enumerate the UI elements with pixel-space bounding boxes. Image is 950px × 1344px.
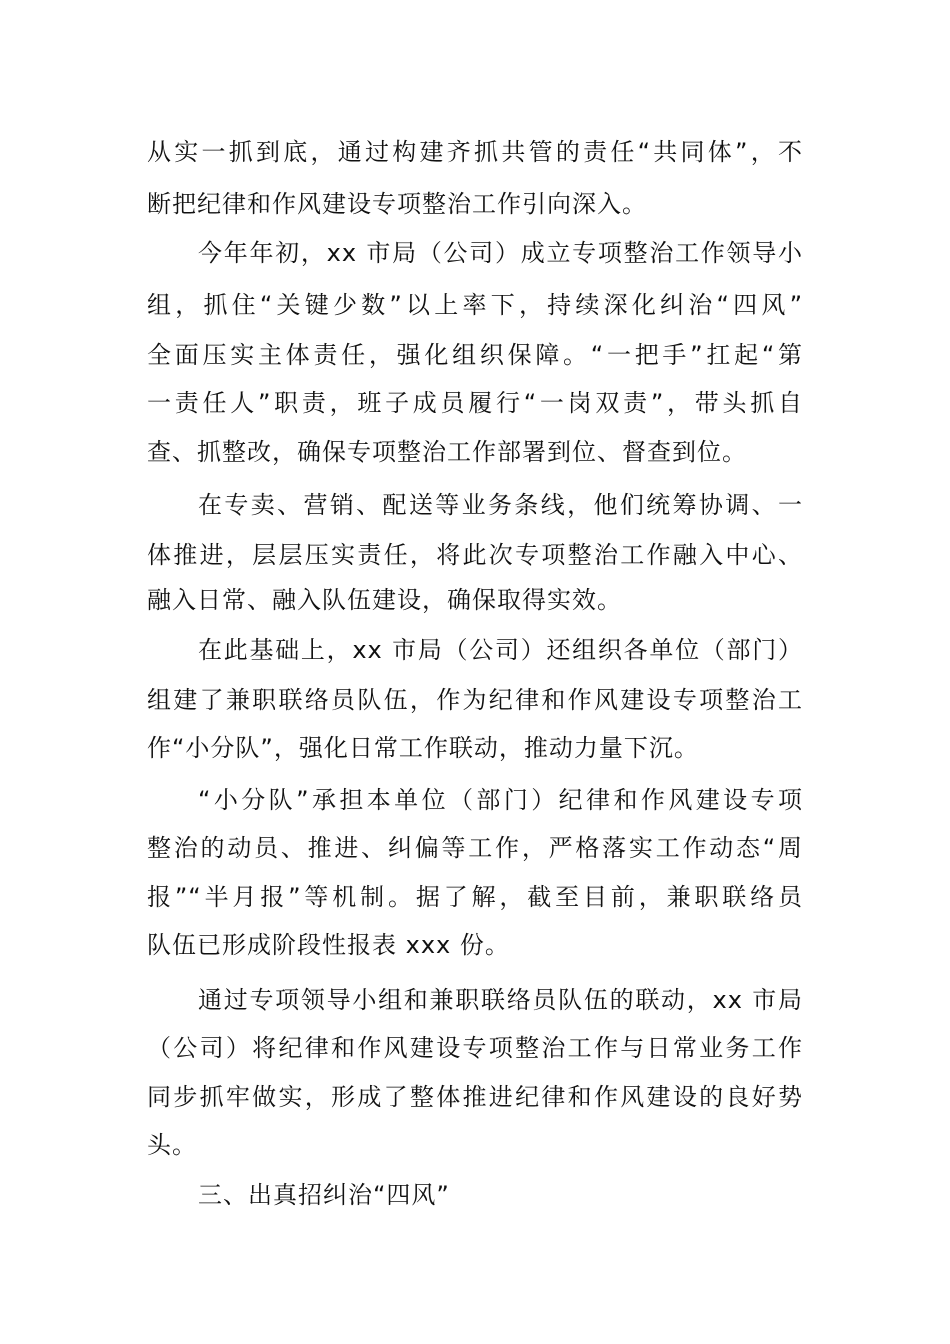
text-line: 通过专项领导小组和兼职联络员队伍的联动，xx 市局 [198, 986, 803, 1014]
text-line: （公司）将纪律和作风建设专项整治工作与日常业务工作 [147, 1034, 803, 1062]
text-line: “小分队”承担本单位（部门）纪律和作风建设专项 [198, 786, 803, 814]
text-line: 组，抓住“关键少数”以上率下，持续深化纠治“四风” [147, 291, 803, 319]
text-line: 全面压实主体责任，强化组织保障。“一把手”扛起“第 [147, 341, 803, 369]
text-line: 整治的动员、推进、纠偏等工作，严格落实工作动态“周 [147, 834, 803, 862]
text-line: 体推进，层层压实责任，将此次专项整治工作融入中心、 [147, 541, 803, 569]
text-line: 同步抓牢做实，形成了整体推进纪律和作风建设的良好势 [147, 1083, 803, 1111]
text-line: 作“小分队”，强化日常工作联动，推动力量下沉。 [147, 734, 699, 762]
text-line: 在专卖、营销、配送等业务条线，他们统筹协调、一 [198, 491, 803, 519]
text-line: 组建了兼职联络员队伍，作为纪律和作风建设专项整治工 [147, 686, 803, 714]
text-line: 报”“半月报”等机制。据了解，截至目前，兼职联络员 [147, 883, 803, 911]
text-line: 查、抓整改，确保专项整治工作部署到位、督查到位。 [147, 438, 747, 466]
text-line: 今年年初，xx 市局（公司）成立专项整治工作领导小 [198, 239, 803, 267]
text-line: 融入日常、融入队伍建设，确保取得实效。 [147, 586, 622, 614]
text-line: 头。 [147, 1131, 197, 1159]
text-line: 从实一抓到底，通过构建齐抓共管的责任“共同体”，不 [147, 138, 803, 166]
text-line: 队伍已形成阶段性报表 xxx 份。 [147, 931, 510, 959]
text-line: 断把纪律和作风建设专项整治工作引向深入。 [147, 190, 647, 218]
text-line: 一责任人”职责，班子成员履行“一岗双责”，带头抓自 [147, 389, 803, 417]
text-line: 在此基础上，xx 市局（公司）还组织各单位（部门） [198, 636, 803, 664]
heading-text: 三、出真招纠治“四风” [198, 1181, 450, 1209]
